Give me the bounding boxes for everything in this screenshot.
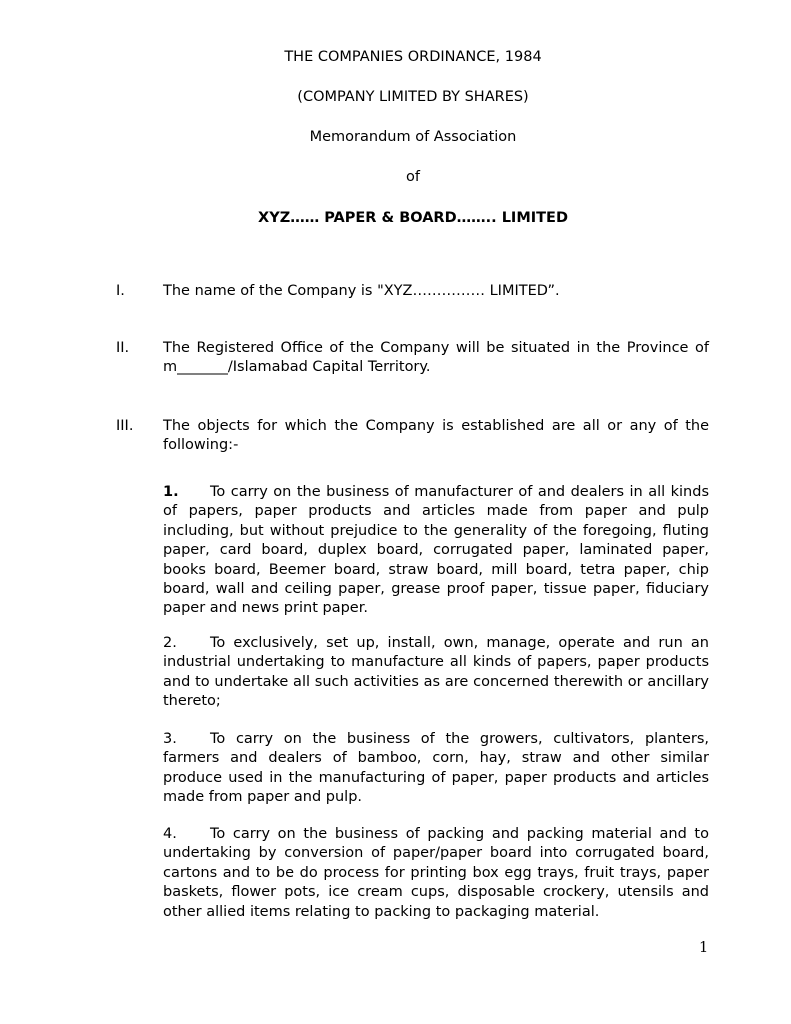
object-number: 3. bbox=[163, 731, 177, 747]
object-text: To carry on the business of manufacturer of and dealers in all kinds of papers, paper products and articles made from paper and pulp including, but without prejudice to the generality of the foregoing, fluting paper, card board, duplex board, corrugated paper, laminated paper, books board, Beemer board, straw board, mill board, tetra paper, chip board, wall and ceiling paper, grease proof paper, tissue paper, fiduciary paper and news print paper. bbox=[163, 484, 709, 617]
object-number: 4. bbox=[163, 826, 177, 842]
company-type: (COMPANY LIMITED BY SHARES) bbox=[297, 89, 529, 105]
page-number: 1 bbox=[699, 940, 709, 956]
clause-text: The objects for which the Company is established are all or any of the following:- bbox=[163, 418, 709, 454]
object-text: To carry on the business of packing and packing material and to undertaking by conversion of paper/paper board into corrugated board, cartons and to be do process for printing box egg trays, fruit trays, paper baskets, flower pots, ice cream cups, disposable crockery, utensils and other allied items relating to packing to packaging material. bbox=[163, 826, 709, 920]
company-name: XYZ…… PAPER & BOARD…….. LIMITED bbox=[258, 210, 568, 226]
document-title: Memorandum of Association bbox=[309, 129, 517, 145]
clause-number: I. bbox=[116, 283, 125, 299]
object-item bbox=[163, 730, 709, 808]
object-number: 1. bbox=[163, 484, 179, 500]
clause-text: The Registered Office of the Company will be situated in the Province of m_______/Islamabad Capital Territory. bbox=[163, 340, 709, 376]
object-text: To carry on the business of the growers, cultivators, planters, farmers and dealers of bamboo, corn, hay, straw and other similar produce used in the manufacturing of paper, paper products and articles made from paper and pulp. bbox=[163, 731, 709, 806]
object-item bbox=[163, 825, 709, 922]
clause-text: The name of the Company is "XYZ…………… LIMITED”. bbox=[163, 283, 560, 299]
object-item bbox=[163, 634, 709, 712]
object-item bbox=[163, 483, 709, 619]
clause-number: II. bbox=[116, 340, 130, 356]
ordinance-title: THE COMPANIES ORDINANCE, 1984 bbox=[284, 49, 542, 65]
clause-number: III. bbox=[116, 418, 134, 434]
of-label: of bbox=[406, 169, 420, 185]
object-text: To exclusively, set up, install, own, manage, operate and run an industrial undertaking to manufacture all kinds of papers, paper products and to undertake all such activities as are concerned therewith or ancillary thereto; bbox=[163, 635, 709, 710]
object-number: 2. bbox=[163, 635, 177, 651]
